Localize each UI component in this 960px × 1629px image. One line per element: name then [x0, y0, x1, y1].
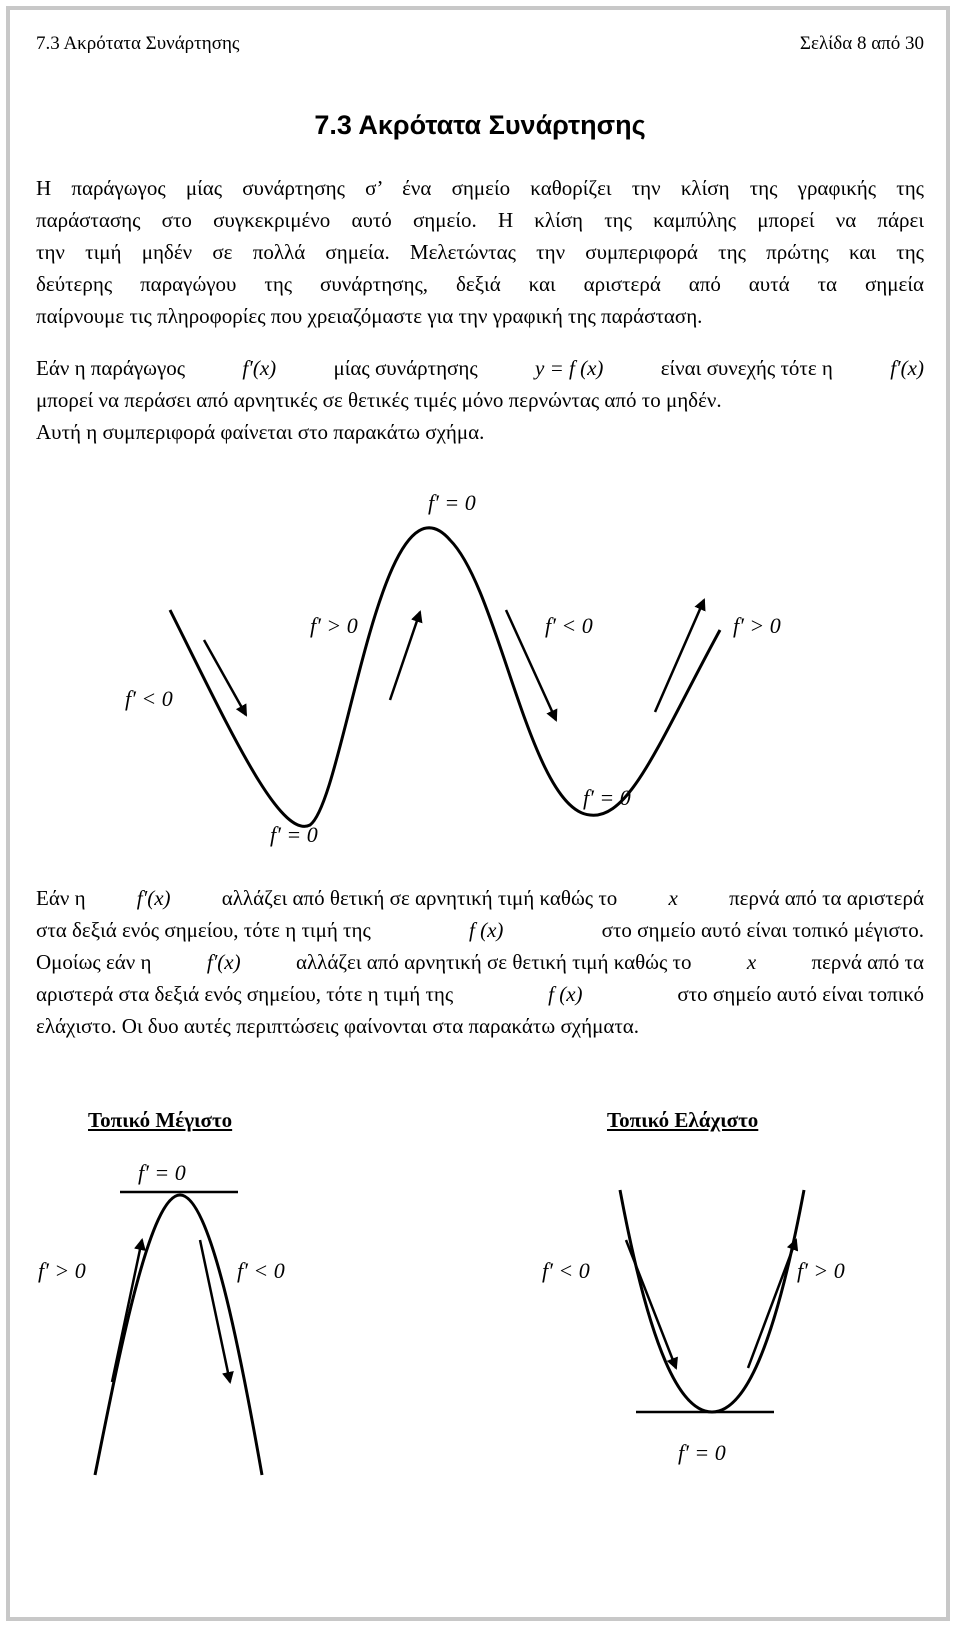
max-arrow-down: [200, 1240, 230, 1382]
max-curve: [95, 1195, 262, 1475]
intro-paragraph: [36, 172, 924, 332]
extrema-line-5: ελάχιστο. Οι δυο αυτές περιπτώσεις φαίνονται στα παρακάτω σχήματα.: [36, 1014, 640, 1038]
continuity-line-2: μπορεί να περάσει από αρνητικές σε θετικές τιμές μόνο περνώντας από το μηδέν.: [36, 388, 722, 412]
intro-line-2: παράστασης στο συγκεκριμένο αυτό σημείο. Η κλίση της καμπύλης μπορεί να πάρει: [36, 208, 924, 232]
intro-line-3: την τιμή μηδέν σε πολλά σημεία. Μελετώντας την συμπεριφορά της πρώτης και της: [36, 240, 924, 264]
intro-line-1: Η παράγωγος μίας συνάρτησης σ’ ένα σημείο καθορίζει την κλίση της γραφικής της: [36, 176, 924, 200]
min-bottom-label: f′ = 0: [678, 1440, 726, 1465]
local-min-heading: Τοπικό Ελάχιστο: [607, 1108, 759, 1132]
label-slope-pos-1: f′ > 0: [310, 613, 358, 638]
arrow-up-right: [655, 600, 704, 712]
intro-line-4: δεύτερης παραγώγου της συνάρτησης, δεξιά και αριστερά από αυτά τα σημεία: [36, 272, 924, 296]
label-min-left: f′ = 0: [270, 822, 318, 847]
extrema-line-1: Εάν η f′(x) αλλάζει από θετική σε αρνητική τιμή καθώς το x περνά από τα αριστερά: [36, 886, 924, 910]
continuity-paragraph: [36, 352, 924, 448]
label-slope-neg-2: f′ < 0: [545, 613, 593, 638]
max-top-label: f′ = 0: [138, 1160, 186, 1185]
label-min-right: f′ = 0: [583, 785, 631, 810]
header-section-title: 7.3 Ακρότατα Συνάρτησης: [36, 33, 240, 54]
arrow-up-left: [390, 612, 420, 700]
min-right-label: f′ > 0: [797, 1258, 845, 1283]
wave-curve: [170, 528, 720, 827]
label-slope-neg-left: f′ < 0: [125, 686, 173, 711]
page-title: 7.3 Ακρότατα Συνάρτησης: [314, 110, 646, 140]
header-page-number: Σελίδα 8 από 30: [799, 33, 924, 54]
label-max-zero: f′ = 0: [428, 490, 476, 515]
min-left-label: f′ < 0: [542, 1258, 590, 1283]
max-right-label: f′ < 0: [237, 1258, 285, 1283]
continuity-line-1: Εάν η παράγωγος f′(x) μίας συνάρτησης y = f (x) είναι συνεχής τότε η f′(x): [36, 356, 924, 380]
derivative-sign-figure: [0, 480, 960, 880]
min-arrow-up: [748, 1240, 796, 1368]
extrema-line-3: Ομοίως εάν η f′(x) αλλάζει από αρνητική σε θετική τιμή καθώς το x περνά από τα: [36, 950, 924, 974]
extrema-figures: [0, 1150, 960, 1610]
max-arrow-up: [112, 1240, 142, 1382]
arrow-down-left: [204, 640, 246, 715]
continuity-line-3: Αυτή η συμπεριφορά φαίνεται στο παρακάτω σχήμα.: [36, 420, 485, 444]
min-arrow-down: [626, 1240, 676, 1368]
intro-line-5: παίρνουμε τις πληροφορίες που χρειαζόμαστε για την γραφική της παράσταση.: [36, 304, 703, 328]
min-curve: [620, 1190, 804, 1412]
label-slope-pos-3: f′ > 0: [733, 613, 781, 638]
extrema-line-4: αριστερά στα δεξιά ενός σημείου, τότε η τιμή της f (x) στο σημείο αυτό είναι τοπικό: [36, 982, 924, 1006]
local-max-heading: Τοπικό Μέγιστο: [88, 1108, 233, 1132]
extrema-line-2: στα δεξιά ενός σημείου, τότε η τιμή της f (x) στο σημείο αυτό είναι τοπικό μέγιστο.: [36, 918, 924, 942]
max-left-label: f′ > 0: [38, 1258, 86, 1283]
extrema-paragraph: [36, 882, 924, 1042]
